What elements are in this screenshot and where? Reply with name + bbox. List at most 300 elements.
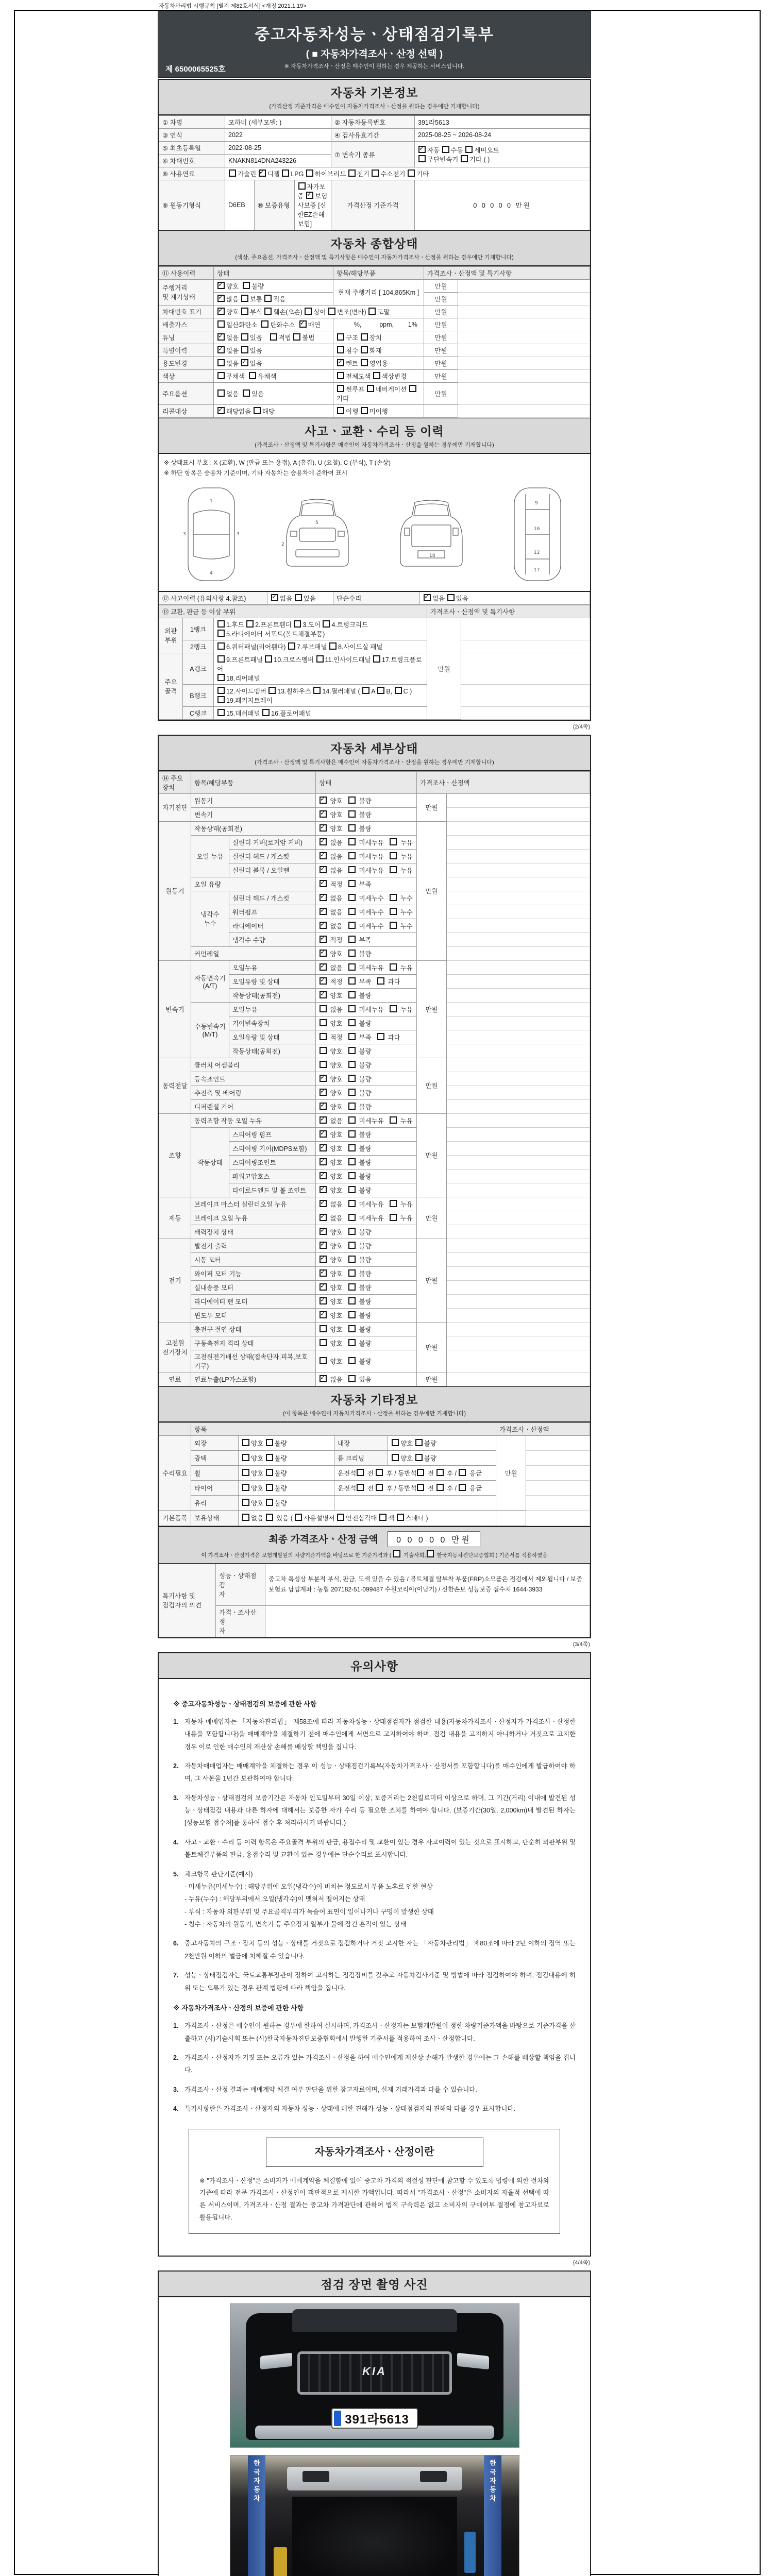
checkbox[interactable]	[299, 320, 307, 328]
checkbox[interactable]	[377, 977, 384, 985]
checkbox[interactable]	[348, 1033, 356, 1040]
detail-header-item: 항목/해당부품	[191, 771, 316, 793]
status-cell: 양호 불량	[239, 1450, 334, 1465]
status-cell: 양호 불량	[316, 1336, 417, 1350]
checkbox[interactable]	[323, 620, 330, 628]
usage-label: 용도변경	[159, 357, 214, 369]
checkbox[interactable]	[357, 1484, 364, 1491]
checkbox[interactable]	[316, 655, 324, 663]
checkbox[interactable]	[377, 687, 384, 694]
checkbox[interactable]	[390, 908, 397, 915]
checkbox[interactable]	[328, 308, 335, 315]
field-label-first-reg: ⑤ 최초등록일	[159, 142, 225, 155]
checkbox[interactable]	[266, 1454, 273, 1461]
checkbox[interactable]	[320, 1297, 327, 1304]
checkbox[interactable]	[266, 1514, 273, 1521]
checkbox[interactable]	[390, 1116, 397, 1124]
checkbox[interactable]	[217, 359, 225, 366]
checkbox[interactable]	[217, 320, 225, 328]
checkbox[interactable]	[348, 1047, 356, 1054]
checkbox[interactable]	[320, 810, 327, 818]
checkbox[interactable]	[348, 1297, 356, 1304]
checkbox[interactable]	[409, 385, 416, 392]
price-cell: 만원	[496, 1435, 526, 1510]
checkbox[interactable]	[447, 594, 455, 601]
checkbox[interactable]	[320, 1269, 327, 1277]
table-row	[159, 1113, 590, 1127]
document-note: ※ 자동차가격조사ㆍ산정은 매수인이 원하는 경우 제공하는 서비스입니다.	[284, 63, 465, 70]
checkbox[interactable]	[361, 407, 368, 414]
remark-cell	[447, 1113, 590, 1127]
checkbox[interactable]	[348, 852, 356, 859]
checkbox[interactable]	[320, 1061, 327, 1068]
table-row	[159, 1072, 590, 1086]
checkbox[interactable]	[361, 333, 368, 341]
status-cell: ✓ 양호 불량	[316, 946, 417, 960]
checkbox[interactable]	[217, 333, 225, 341]
checkbox[interactable]	[377, 1033, 384, 1040]
checkbox[interactable]	[348, 894, 356, 901]
checkbox[interactable]	[329, 642, 337, 650]
checkbox[interactable]	[348, 1311, 356, 1318]
checkbox[interactable]	[320, 1144, 327, 1151]
checkbox[interactable]	[320, 866, 327, 873]
checkbox[interactable]	[348, 1144, 356, 1151]
checkbox[interactable]	[390, 866, 397, 873]
checkbox[interactable]	[268, 687, 276, 694]
checkbox[interactable]	[348, 908, 356, 915]
checkbox[interactable]	[417, 1484, 424, 1491]
checkbox[interactable]	[320, 1005, 327, 1012]
checkbox[interactable]	[348, 1200, 356, 1207]
checkbox[interactable]	[266, 1499, 273, 1506]
item-label: 타이어	[191, 1480, 239, 1495]
checkbox[interactable]	[295, 1514, 302, 1521]
checkbox[interactable]	[320, 1325, 327, 1332]
checkbox[interactable]	[436, 1469, 444, 1476]
checkbox[interactable]	[313, 687, 321, 694]
checkbox[interactable]	[217, 687, 225, 694]
item-label: 구동축전지 격리 상태	[191, 1336, 316, 1350]
checkbox[interactable]	[320, 1256, 327, 1263]
checkbox[interactable]	[320, 1214, 327, 1221]
field-label-year: ③ 연식	[159, 129, 225, 142]
checkbox[interactable]	[320, 1200, 327, 1207]
checkbox[interactable]	[415, 1454, 423, 1461]
item-cell: %, ppm, 1%	[333, 318, 424, 331]
exhaust-right	[420, 2471, 447, 2482]
checkbox[interactable]	[320, 1283, 327, 1291]
checkbox[interactable]	[264, 308, 272, 315]
table-row	[159, 821, 590, 835]
checkbox[interactable]	[348, 963, 356, 971]
price-cell: 만원	[417, 960, 447, 1058]
checkbox[interactable]	[348, 1061, 356, 1068]
section-basic-summary-accident	[158, 79, 591, 721]
checkbox[interactable]	[259, 170, 266, 177]
accident-section-title: 사고ㆍ교환ㆍ수리 등 이력	[305, 424, 444, 438]
checkbox[interactable]	[393, 1550, 400, 1557]
checkbox[interactable]	[348, 1325, 356, 1332]
checkbox[interactable]	[217, 295, 225, 302]
panel-rank-table	[159, 605, 590, 720]
checkbox[interactable]	[368, 308, 376, 315]
checkbox[interactable]	[348, 1172, 356, 1179]
checkbox[interactable]	[270, 333, 277, 341]
svg-text:2: 2	[281, 541, 284, 547]
table-row	[159, 1127, 590, 1141]
checkbox[interactable]	[348, 1228, 356, 1235]
checkbox[interactable]	[293, 333, 300, 341]
checkbox[interactable]	[217, 282, 225, 289]
checkbox[interactable]	[261, 320, 268, 328]
field-value-engine-type: D6EB	[225, 180, 254, 230]
checkbox[interactable]	[379, 1514, 386, 1521]
checkbox[interactable]	[320, 1089, 327, 1096]
final-price-value: 0 0 0 0 0 만원	[388, 1531, 480, 1547]
field-value-car-name: 모하비 (세부모델: )	[225, 116, 331, 129]
checkbox[interactable]	[320, 880, 327, 887]
checkbox[interactable]	[348, 1256, 356, 1263]
notice-number: 4.	[173, 2105, 179, 2113]
svg-text:3: 3	[236, 531, 240, 537]
checkbox[interactable]	[320, 922, 327, 929]
checkbox[interactable]	[348, 1103, 356, 1110]
remark-cell	[447, 1058, 590, 1072]
item-subgroup-label: 작동상태	[191, 1127, 229, 1197]
checkbox[interactable]	[320, 1186, 327, 1193]
checkbox[interactable]	[217, 372, 225, 379]
checkbox[interactable]	[390, 963, 397, 971]
accident-history-table	[159, 591, 590, 605]
price-cell: 만원	[424, 344, 458, 357]
field-label-vin: ⑥ 차대번호	[159, 155, 225, 167]
checkbox[interactable]	[390, 894, 397, 901]
checkbox[interactable]	[320, 1130, 327, 1138]
checkbox[interactable]	[392, 1439, 399, 1446]
checkbox[interactable]	[337, 372, 344, 379]
checkbox[interactable]	[241, 308, 248, 315]
checkbox[interactable]	[348, 1158, 356, 1165]
checkbox[interactable]	[217, 696, 225, 703]
notices-intro: ※ 중고자동차성능ㆍ상태점검의 보증에 관한 사항	[173, 1700, 317, 1708]
checkbox[interactable]	[442, 146, 449, 153]
checkbox[interactable]	[217, 389, 225, 397]
checkbox[interactable]	[392, 1454, 399, 1461]
checkbox[interactable]	[373, 372, 380, 379]
checkbox[interactable]	[243, 389, 250, 397]
item-label: 광택	[191, 1450, 239, 1465]
table-row	[159, 1308, 590, 1322]
svg-text:18: 18	[429, 553, 435, 558]
checkbox[interactable]	[337, 333, 344, 341]
checkbox[interactable]	[295, 594, 302, 601]
checkbox[interactable]	[348, 950, 356, 957]
checkbox[interactable]	[241, 359, 248, 366]
checkbox[interactable]	[348, 991, 356, 998]
checkbox[interactable]	[337, 359, 344, 366]
checkbox[interactable]	[241, 333, 248, 341]
checkbox[interactable]	[217, 308, 225, 315]
checkbox[interactable]	[288, 642, 295, 650]
checkbox[interactable]	[242, 1514, 249, 1521]
checkbox[interactable]	[418, 155, 426, 162]
svg-text:16: 16	[534, 526, 540, 532]
remark-cell	[447, 1294, 590, 1308]
status-cell: ✓ 양호 불량	[316, 1266, 417, 1280]
checkbox[interactable]	[217, 620, 225, 628]
status-cell: 양호 불량	[316, 1016, 417, 1030]
status-cell: ✓ 양호 불량	[316, 1280, 417, 1294]
checkbox[interactable]	[390, 838, 397, 845]
remark-cell	[447, 1350, 590, 1372]
price-cell: 만원	[424, 382, 458, 404]
checkbox[interactable]	[217, 655, 225, 663]
checkbox[interactable]	[390, 1005, 397, 1012]
checkbox[interactable]	[241, 295, 248, 302]
checkbox[interactable]	[367, 385, 374, 392]
item-label: 원동기	[191, 793, 316, 807]
checkbox[interactable]	[320, 796, 327, 804]
checkbox[interactable]	[320, 991, 327, 998]
checkbox[interactable]	[266, 1469, 273, 1476]
remark-cell	[447, 1030, 590, 1044]
remark-cell	[447, 1197, 590, 1211]
checkbox[interactable]	[436, 1484, 444, 1491]
checkbox[interactable]	[320, 1242, 327, 1249]
checkbox[interactable]	[357, 1469, 364, 1476]
checkbox[interactable]	[217, 630, 225, 637]
status-cell: ✓ 양호 불량	[316, 1239, 417, 1252]
checkbox[interactable]	[465, 146, 473, 153]
status-cell: ✓ 양호 불량	[316, 1225, 417, 1239]
checkbox[interactable]	[348, 1242, 356, 1249]
checkbox[interactable]	[459, 1484, 466, 1491]
checkbox[interactable]	[306, 192, 313, 199]
table-row	[159, 835, 590, 849]
checkbox[interactable]	[298, 182, 306, 190]
price-cell: 만원	[424, 279, 458, 292]
checkbox[interactable]	[320, 1075, 327, 1082]
checkbox[interactable]	[390, 852, 397, 859]
checkbox[interactable]	[348, 936, 356, 943]
item-cell: 침수 화재	[333, 344, 424, 357]
car-diagram-bottom-view	[499, 484, 576, 585]
checkbox[interactable]	[397, 1514, 404, 1521]
status-cell: ✓ 양호 불량	[316, 1252, 417, 1266]
checkbox[interactable]	[242, 1484, 249, 1491]
checkbox[interactable]	[348, 922, 356, 929]
checkbox[interactable]	[376, 1484, 383, 1491]
checkbox[interactable]	[320, 1019, 327, 1026]
checkbox[interactable]	[348, 824, 356, 832]
usage-label: 특별이력	[159, 344, 214, 357]
remark-cell	[461, 618, 590, 640]
checkbox[interactable]	[418, 146, 426, 153]
remark-cell	[447, 1266, 590, 1280]
item-label: 실린더 블록 / 오일팬	[229, 863, 316, 877]
checkbox[interactable]	[243, 282, 250, 289]
checkbox[interactable]	[242, 1454, 249, 1461]
checkbox[interactable]	[320, 838, 327, 845]
checkbox[interactable]	[348, 977, 356, 985]
status-cell: 양호 불량	[239, 1465, 334, 1480]
checkbox[interactable]	[217, 346, 225, 353]
checkbox[interactable]	[264, 295, 272, 302]
checkbox[interactable]	[415, 1439, 423, 1446]
remark-cell	[458, 404, 590, 417]
checkbox[interactable]	[217, 642, 225, 650]
checkbox[interactable]	[348, 1089, 356, 1096]
checkbox[interactable]	[217, 407, 225, 414]
checkbox[interactable]	[266, 1439, 273, 1446]
checkbox[interactable]	[320, 1311, 327, 1318]
checkbox[interactable]	[361, 359, 368, 366]
checkbox[interactable]	[337, 1514, 344, 1521]
checkbox[interactable]	[337, 385, 344, 392]
field-value-year: 2022	[225, 129, 331, 142]
table-row	[159, 877, 590, 891]
checkbox[interactable]	[461, 155, 468, 162]
checkbox[interactable]	[229, 170, 236, 177]
checkbox[interactable]	[373, 655, 380, 663]
checkbox[interactable]	[262, 709, 270, 716]
checkbox[interactable]	[348, 880, 356, 887]
checkbox[interactable]	[348, 1375, 356, 1382]
checkbox[interactable]	[348, 1075, 356, 1082]
checkbox[interactable]	[320, 977, 327, 985]
checkbox[interactable]	[320, 1116, 327, 1124]
notices-body	[159, 1679, 590, 2256]
checkbox[interactable]	[348, 1339, 356, 1346]
table-row	[159, 1322, 590, 1336]
checkbox[interactable]	[271, 594, 278, 601]
checkbox[interactable]	[348, 810, 356, 818]
checkbox[interactable]	[217, 709, 225, 716]
field-label-fuel: ⑧ 사용연료	[159, 167, 225, 180]
status-cell: ✓ 없음 미세누유 누유	[316, 849, 417, 863]
checkbox[interactable]	[337, 346, 344, 353]
checkbox[interactable]	[348, 838, 356, 845]
remark-cell	[447, 1211, 590, 1225]
checkbox[interactable]	[320, 1228, 327, 1235]
checkbox[interactable]	[417, 1469, 424, 1476]
checkbox[interactable]	[427, 1550, 434, 1557]
checkbox[interactable]	[320, 1103, 327, 1110]
checkbox[interactable]	[241, 346, 248, 353]
svg-text:12: 12	[534, 550, 540, 555]
checkbox[interactable]	[246, 620, 254, 628]
checkbox[interactable]	[305, 308, 312, 315]
checkbox[interactable]	[390, 1200, 397, 1207]
status-cell: ✓ 양호 불량	[316, 988, 417, 1002]
checkbox[interactable]	[320, 894, 327, 901]
remark-cell	[447, 1099, 590, 1113]
status-cell: 양호 불량	[316, 1322, 417, 1336]
checkbox[interactable]	[242, 1439, 249, 1446]
checkbox[interactable]	[242, 1469, 249, 1476]
remark-cell	[447, 1002, 590, 1016]
checkbox[interactable]	[320, 936, 327, 943]
checkbox[interactable]	[320, 1357, 327, 1364]
checkbox[interactable]	[348, 1186, 356, 1193]
basic-section-band	[159, 80, 590, 115]
section-notices	[158, 1652, 591, 2257]
checkbox[interactable]	[320, 1339, 327, 1346]
table-row	[159, 1058, 590, 1072]
checkbox[interactable]	[337, 407, 344, 414]
checkbox[interactable]	[424, 594, 431, 601]
checkbox[interactable]	[265, 655, 272, 663]
svg-text:3: 3	[182, 531, 186, 537]
field-label-reg-no: ② 자동차등록번호	[331, 116, 415, 129]
checkbox[interactable]	[320, 1172, 327, 1179]
table-row	[159, 369, 590, 382]
checkbox[interactable]	[376, 1469, 383, 1476]
checkbox[interactable]	[306, 170, 313, 177]
checkbox[interactable]	[320, 824, 327, 832]
accident-history-label: ⑫ 사고이력 (유의사항 4.참조)	[159, 591, 267, 605]
checkbox[interactable]	[348, 866, 356, 873]
notice-text: 특기사항란은 가격조사ㆍ산정자의 자동차 성능ㆍ상태에 대한 견해가 성능ㆍ상태점검자의 견해와 다를 경우 표시합니다.	[184, 2105, 515, 2113]
notice-text: 체크항목 판단기준(예시) - 미세누유(미세누수) : 해당부위에 오일(냉각수)이 비치는 정도로서 부품 노후로 인한 현상 - 누유(누수) : 해당부위에서 오일(냉각수)이 맺혀서 떨어지는 상태 - 부식 : 자동차 외판부위 및 주요골격부위가 녹슬어 표면이 일어나거나 구멍이 발생한 상태 - 침수 : 자동차의 원동기, 변속기 등 주요장치 일부가 물에 잠긴 흔적이 있는 상태	[184, 1870, 434, 1928]
field-value-reg-no: 391라5613	[415, 116, 590, 129]
checkbox[interactable]	[320, 1033, 327, 1040]
checkbox[interactable]	[242, 1499, 249, 1506]
checkbox[interactable]	[348, 1019, 356, 1026]
checkbox[interactable]	[348, 1214, 356, 1221]
checkbox[interactable]	[395, 687, 402, 694]
checkbox[interactable]	[282, 170, 289, 177]
checkbox[interactable]	[348, 1269, 356, 1277]
checkbox[interactable]	[348, 796, 356, 804]
checkbox[interactable]	[320, 963, 327, 971]
document-number: 제 6500065525호	[165, 65, 226, 74]
price-cell: 만원	[417, 793, 447, 821]
checkbox[interactable]	[320, 852, 327, 859]
notice-number: 6.	[173, 1940, 179, 1947]
table-row	[159, 318, 590, 331]
checkbox[interactable]	[320, 950, 327, 957]
status-cell: 양호 불량	[239, 1480, 334, 1495]
checkbox[interactable]	[408, 170, 415, 177]
checkbox[interactable]	[217, 674, 225, 681]
checkbox[interactable]	[372, 170, 379, 177]
table-row	[159, 891, 590, 905]
checkbox[interactable]	[266, 1484, 273, 1491]
checkbox[interactable]	[348, 170, 356, 177]
checkbox[interactable]	[348, 1005, 356, 1012]
checkbox[interactable]	[459, 1469, 466, 1476]
checkbox[interactable]	[362, 687, 369, 694]
checkbox[interactable]	[361, 346, 368, 353]
checkbox[interactable]	[348, 1357, 356, 1364]
checkbox[interactable]	[348, 1283, 356, 1291]
checkbox[interactable]	[320, 1047, 327, 1054]
checkbox[interactable]	[294, 620, 301, 628]
checkbox[interactable]	[348, 1130, 356, 1138]
checkbox[interactable]	[320, 1375, 327, 1382]
checkbox[interactable]	[320, 1158, 327, 1165]
checkbox[interactable]	[390, 922, 397, 929]
checkbox[interactable]	[320, 908, 327, 915]
checkbox[interactable]	[348, 1116, 356, 1124]
checkbox[interactable]	[249, 372, 256, 379]
checkbox[interactable]	[390, 1214, 397, 1221]
car-damage-diagrams	[159, 480, 590, 591]
item-subgroup-label: 자동변속기 (A/T)	[191, 960, 229, 1002]
checkbox[interactable]	[254, 407, 261, 414]
